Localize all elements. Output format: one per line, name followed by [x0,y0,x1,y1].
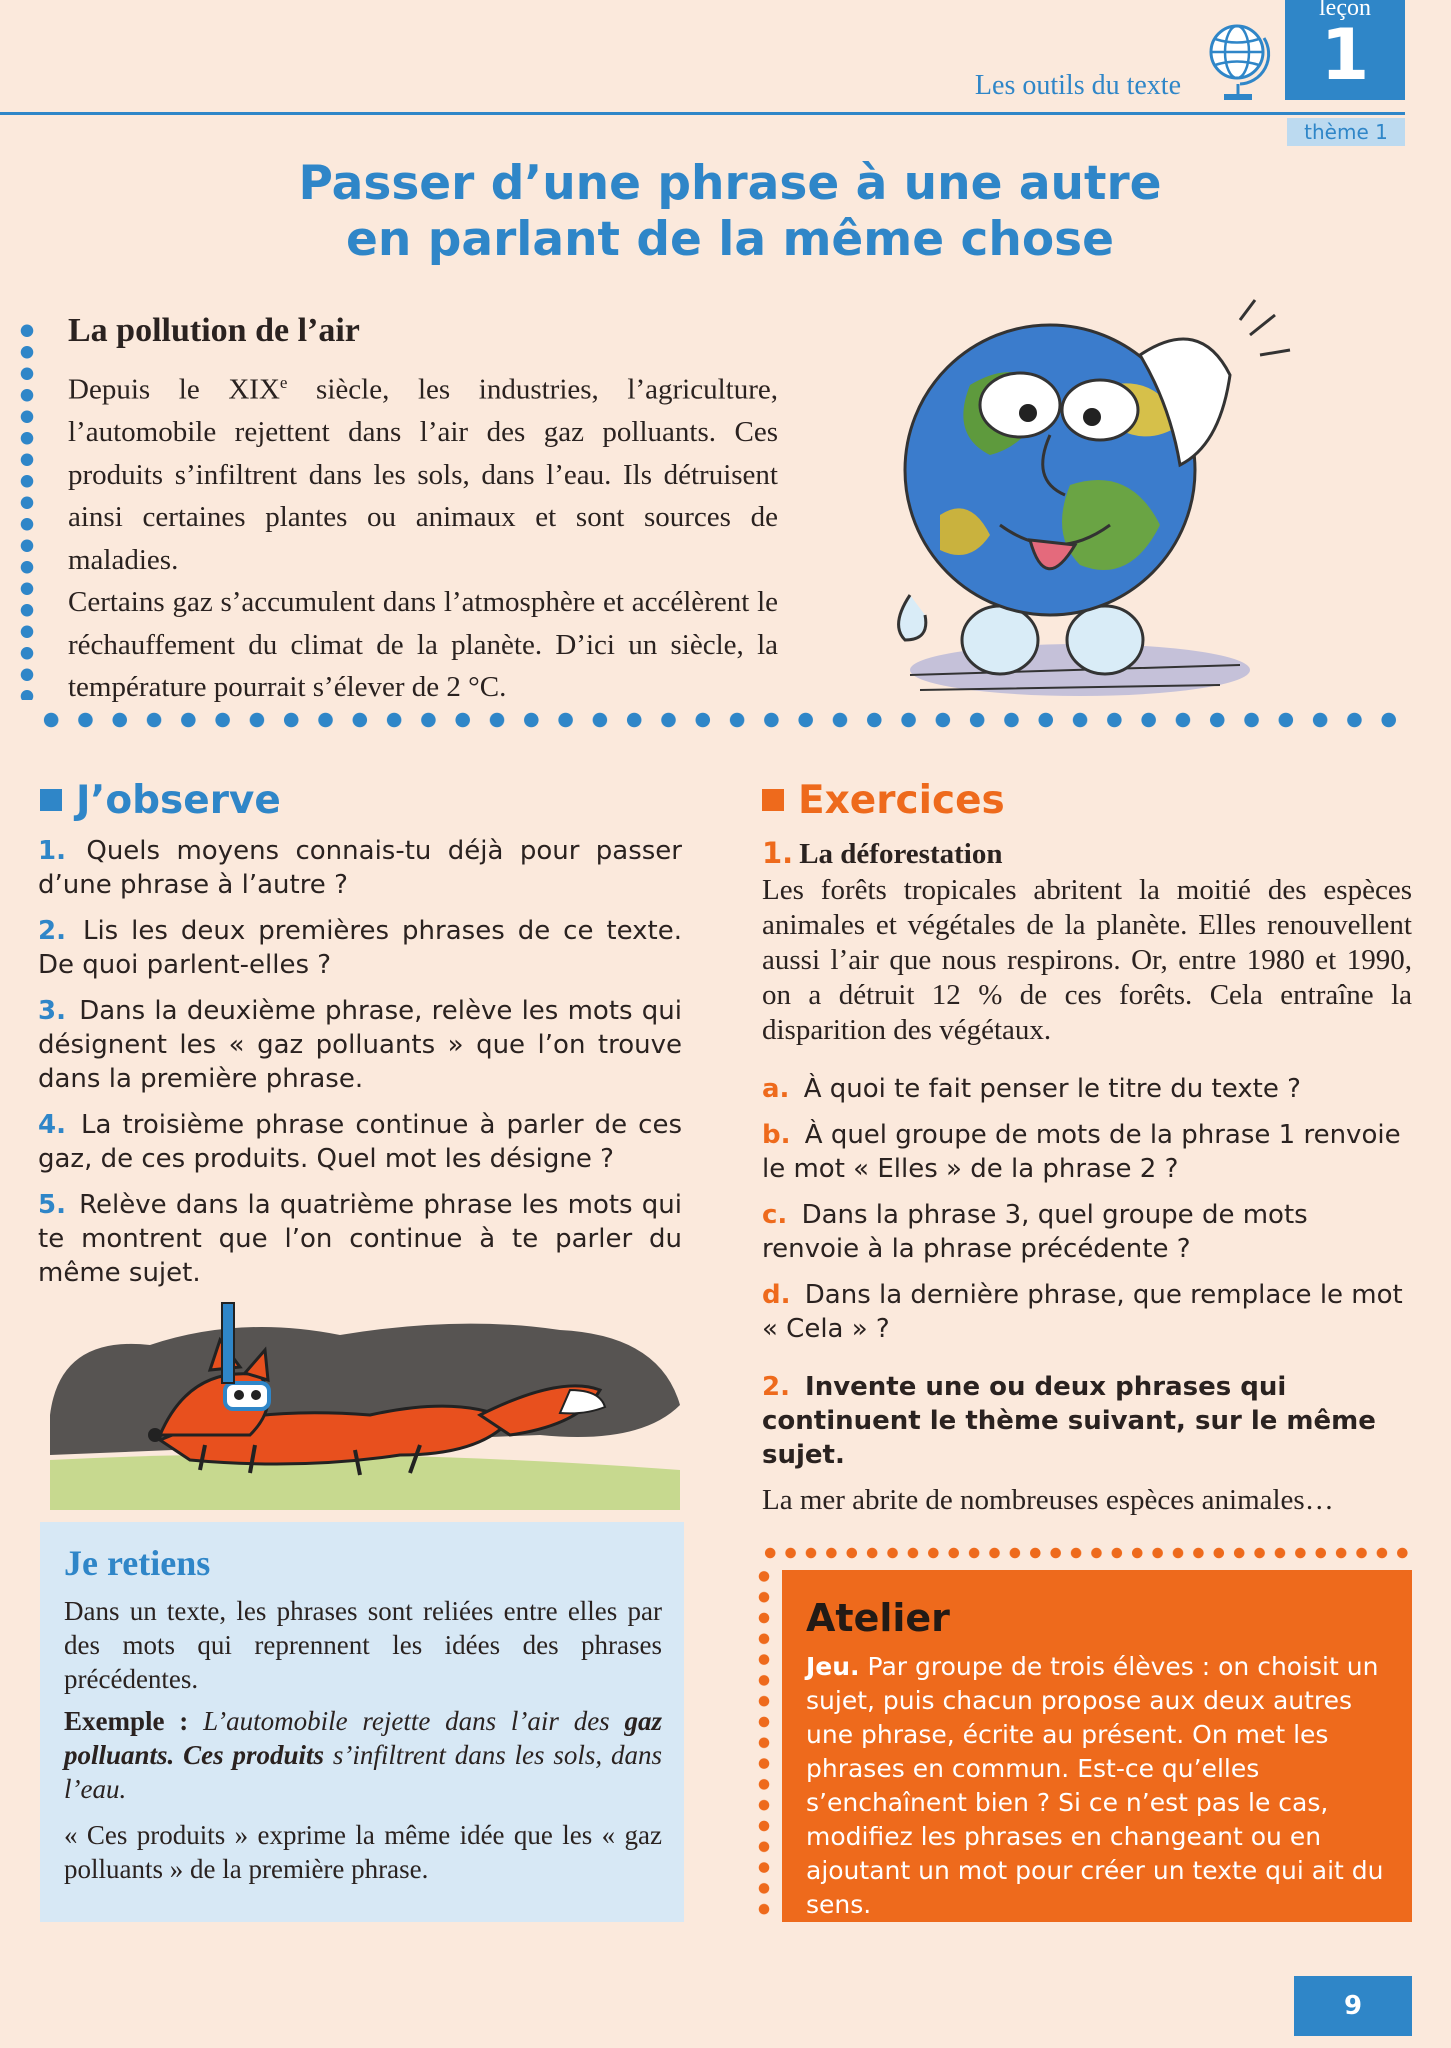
exercices-column [762,834,1412,1518]
atelier-box [782,1570,1412,1922]
dotted-border-bottom [34,712,1414,728]
retiens-note: « Ces produits » exprime la même idée que les « gaz polluants » de la première phrase. [64,1820,662,1884]
retiens-title: Je retiens [64,1543,211,1583]
square-bullet-icon [762,789,784,811]
exercise-2-example: La mer abrite de nombreuses espèces animales… [762,1484,1334,1516]
exercise-1-text: Les forêts tropicales abritent la moitié des espèces animales et végétales de la planète. Elles renouvellent aussi l’air que nous respirons. Or, entre 1980 et 1990, on a détruit 12 % de ces forêts. Cela entraîne la disparition des végétaux. [762,874,1412,1046]
section-label: Les outils du texte [974,70,1181,101]
exercise-2: 2. Invente une ou deux phrases qui continuent le thème suivant, sur le même sujet. [762,1372,1376,1470]
exercices-heading: Exercices [762,778,1005,823]
pollution-text [68,362,778,709]
exercise-1-question: c. Dans la phrase 3, quel groupe de mots renvoie à la phrase précédente ? [762,1200,1308,1264]
atelier-dotted-border-left [757,1566,771,1922]
observe-question: 3. Dans la deuxième phrase, relève les mots qui désignent les « gaz polluants » que l’on trouve dans la première phrase. [38,996,683,1094]
page-title [180,156,1280,268]
retiens-example: Exemple : L’automobile rejette dans l’air des gaz polluants. Ces produits s’infiltrent dans les sols, dans l’eau. [64,1706,663,1804]
fox-snorkel-illustration [40,1295,690,1510]
observe-question: 4. La troisième phrase continue à parler de ces gaz, de ces produits. Quel mot les désigne ? [38,1110,682,1174]
page-title-line-1: Passer d’une phrase à une autre [298,156,1162,211]
retiens-text: Dans un texte, les phrases sont reliées entre elles par des mots qui reprennent les idées des phrases précédentes. [64,1596,662,1694]
page-number: 9 [1294,1976,1412,2036]
exercise-1-question: b. À quel groupe de mots de la phrase 1 renvoie le mot « Elles » de la phrase 2 ? [762,1120,1401,1184]
atelier-text: Jeu. Par groupe de trois élèves : on choisit un sujet, puis chacun propose aux deux autres une phrase, écrite au présent. On met les phrases en commun. Est-ce qu’elles s’enchaînent bien ? Si ce n’est pas le cas, modifiez les phrases en changeant ou en ajoutant un mot pour créer un texte qui ait du sens. [806,1652,1384,1919]
header-rule [0,112,1405,115]
atelier-title: Atelier [806,1596,950,1640]
pollution-title: La pollution de l’air [68,312,360,349]
exercise-1-question: d. Dans la dernière phrase, que remplace le mot « Cela » ? [762,1280,1403,1344]
lesson-label: leçon [1319,0,1371,21]
page-title-line-2: en parlant de la même chose [346,212,1114,267]
lesson-badge [1285,0,1405,100]
observe-question: 1. Quels moyens connais-tu déjà pour passer d’une phrase à l’autre ? [38,836,682,900]
retiens-box [40,1522,684,1922]
theme-badge: thème 1 [1287,118,1405,146]
observe-question: 2. Lis les deux premières phrases de ce texte. De quoi parlent-elles ? [38,916,683,980]
dotted-border-left [20,320,34,700]
observe-question: 5. Relève dans la quatrième phrase les mots qui te montrent que l’on continue à te parler du même sujet. [38,1190,682,1288]
pollution-paragraph-1: Depuis le XIXe siècle, les industries, l’agriculture, l’automobile rejettent dans l’air des gaz polluants. Ces produits s’infiltrent dans les sols, dans l’eau. Ils détruisent ainsi certaines plantes ou animaux et sont sources de maladies. [68,373,778,576]
globe-icon [1204,18,1274,104]
square-bullet-icon [40,789,62,811]
atelier-dotted-border-top [760,1546,1412,1560]
exercise-1-title: 1. La déforestation [762,836,1003,870]
pollution-paragraph-2: Certains gaz s’accumulent dans l’atmosphère et accélèrent le réchauffement du climat de la planète. D’ici un siècle, la température pourrait s’élever de 2 °C. [68,586,778,704]
observe-questions [38,834,682,1302]
observe-heading: J’observe [40,778,281,823]
sweating-earth-illustration [880,295,1360,705]
lesson-number: 1 [1320,14,1370,96]
exercise-1-question: a. À quoi te fait penser le titre du texte ? [762,1074,1301,1104]
